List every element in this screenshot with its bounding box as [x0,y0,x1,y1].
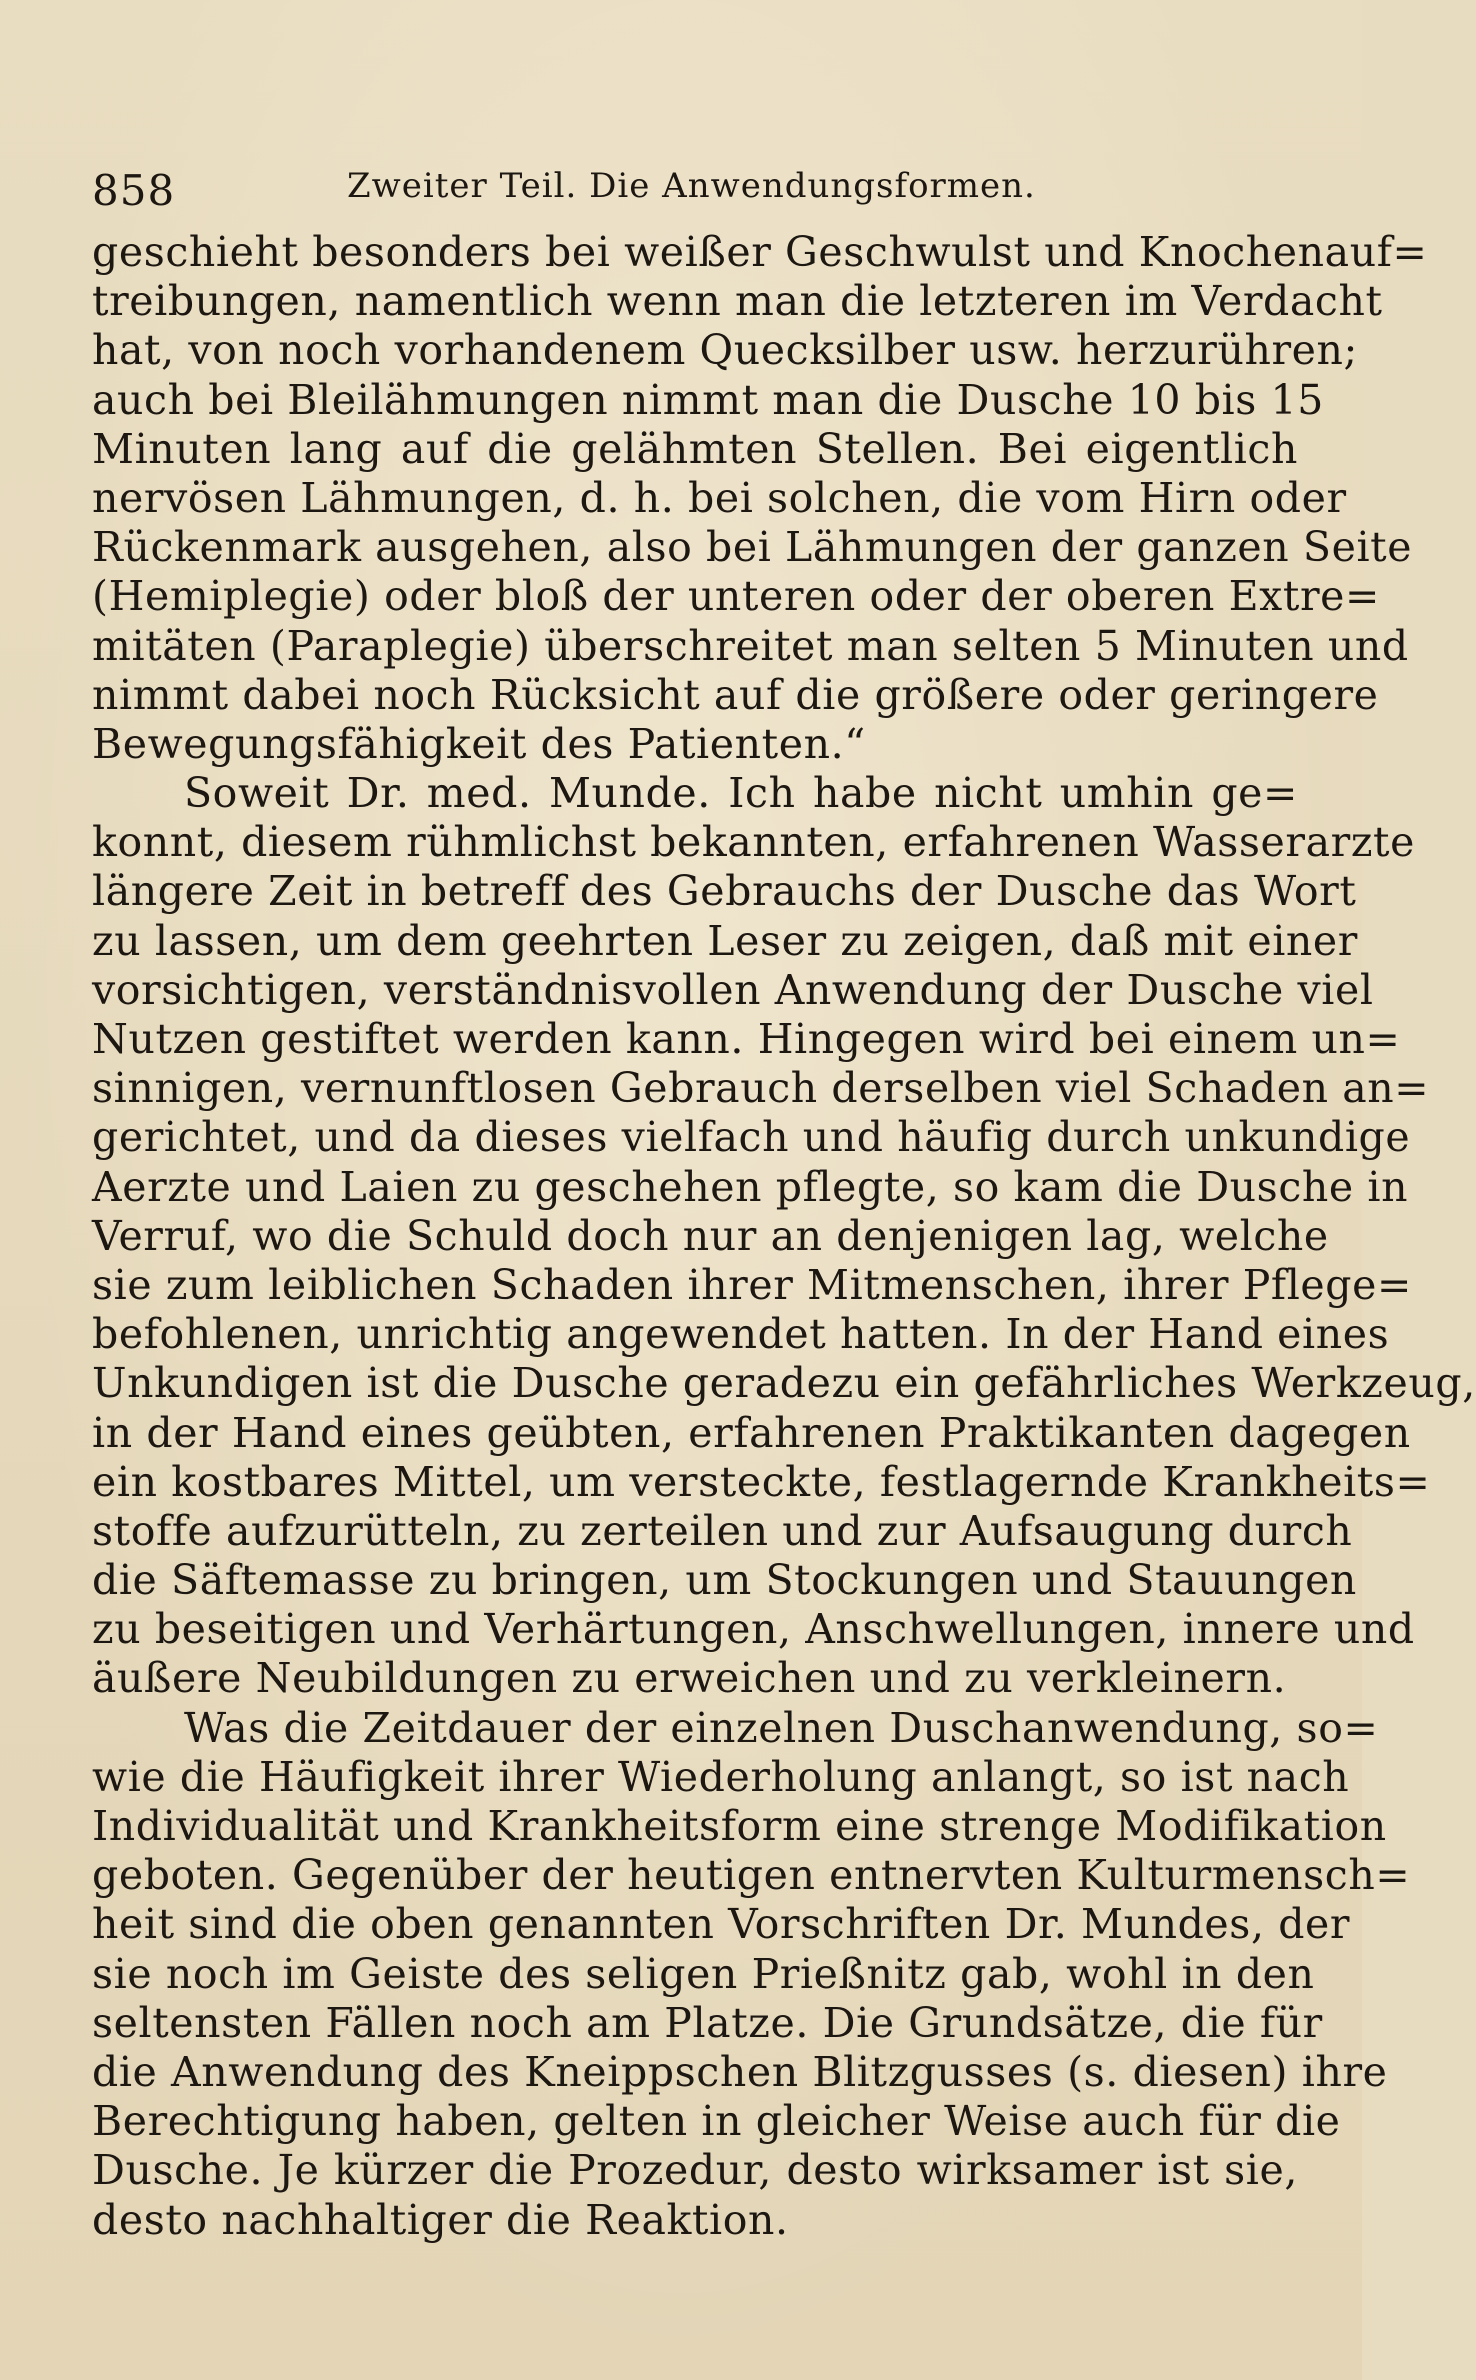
text-line: nervösen Lähmungen, d. h. bei solchen, die vom Hirn oder [92,473,1347,522]
text-line: die Säftemasse zu bringen, um Stockungen und Stauungen [92,1556,1357,1605]
text-line: desto nachhaltiger die Reaktion. [92,2195,789,2244]
text-line: stoffe aufzurütteln, zu zerteilen und zur Aufsaugung durch [92,1506,1353,1555]
text-line: sie noch im Geiste des seligen Prießnitz gab, wohl in den [92,1949,1315,1998]
text-line: Individualität und Krankheitsform eine strenge Modifikation [92,1802,1387,1850]
text-line: Was die Zeitdauer der einzelnen Duschanwendung, so= [184,1703,1379,1752]
text-line: Verruf, wo die Schuld doch nur an denjenigen lag, welche [92,1211,1329,1260]
text-line: geschieht besonders bei weißer Geschwulst und Knochenauf= [92,228,1428,276]
text-line: sie zum leiblichen Schaden ihrer Mitmenschen, ihrer Pflege= [92,1260,1412,1309]
text-line: Aerzte und Laien zu geschehen pflegte, so kam die Dusche in [92,1162,1409,1211]
text-line: wie die Häufigkeit ihrer Wiederholung anlangt, so ist nach [92,1752,1350,1801]
text-line: Unkundigen ist die Dusche geradezu ein gefährliches Werkzeug, [92,1359,1476,1408]
text-line: mitäten (Paraplegie) überschreitet man selten 5 Minuten und [92,621,1409,670]
page-number: 858 [92,166,176,215]
body-text [92,228,1476,2245]
text-line: konnt, diesem rühmlichst bekannten, erfahrenen Wasserarzte [92,818,1415,867]
text-line: treibungen, namentlich wenn man die letzteren im Verdacht [92,277,1383,326]
text-line: seltensten Fällen noch am Platze. Die Grundsätze, die für [92,1998,1323,2047]
text-line: zu beseitigen und Verhärtungen, Anschwellungen, innere und [92,1605,1415,1654]
text-line: sinnigen, vernunftlosen Gebrauch derselben viel Schaden an= [92,1064,1430,1113]
text-line: längere Zeit in betreff des Gebrauchs der Dusche das Wort [92,867,1357,916]
text-line: zu lassen, um dem geehrten Leser zu zeigen, daß mit einer [92,916,1358,965]
text-line: Nutzen gestiftet werden kann. Hingegen wird bei einem un= [92,1015,1401,1063]
text-line: (Hemiplegie) oder bloß der unteren oder der oberen Extre= [92,572,1380,621]
text-line: in der Hand eines geübten, erfahrenen Praktikanten dagegen [92,1408,1411,1457]
text-line: vorsichtigen, verständnisvollen Anwendung der Dusche viel [92,965,1374,1014]
text-line: auch bei Bleilähmungen nimmt man die Dusche 10 bis 15 [92,375,1324,424]
text-line: Rückenmark ausgehen, also bei Lähmungen der ganzen Seite [92,523,1413,572]
text-line: Bewegungsfähigkeit des Patienten.“ [92,719,866,768]
running-head: Zweiter Teil. Die Anwendungsformen. [347,166,1036,206]
text-line: geboten. Gegenüber der heutigen entnervten Kulturmensch= [92,1851,1411,1900]
text-line: die Anwendung des Kneippschen Blitzgusses (s. diesen) ihre [92,2047,1388,2096]
page-header [92,150,1298,218]
text-line: Dusche. Je kürzer die Prozedur, desto wirksamer ist sie, [92,2146,1298,2195]
text-line: Soweit Dr. med. Munde. Ich habe nicht umhin ge= [184,769,1298,818]
text-line: befohlenen, unrichtig angewendet hatten. In der Hand eines [92,1310,1390,1359]
text-line: äußere Neubildungen zu erweichen und zu verkleinern. [92,1654,1287,1703]
text-line: Minuten lang auf die gelähmten Stellen. Bei eigentlich [92,424,1298,473]
text-line: heit sind die oben genannten Vorschriften Dr. Mundes, der [92,1900,1351,1949]
text-line: gerichtet, und da dieses vielfach und häufig durch unkundige [92,1113,1411,1162]
text-line: nimmt dabei noch Rücksicht auf die größere oder geringere [92,670,1379,719]
text-line: ein kostbares Mittel, um versteckte, festlagernde Krankheits= [92,1457,1431,1506]
text-line: hat, von noch vorhandenem Quecksilber usw. herzurühren; [92,326,1358,375]
text-line: Berechtigung haben, gelten in gleicher Weise auch für die [92,2097,1341,2146]
